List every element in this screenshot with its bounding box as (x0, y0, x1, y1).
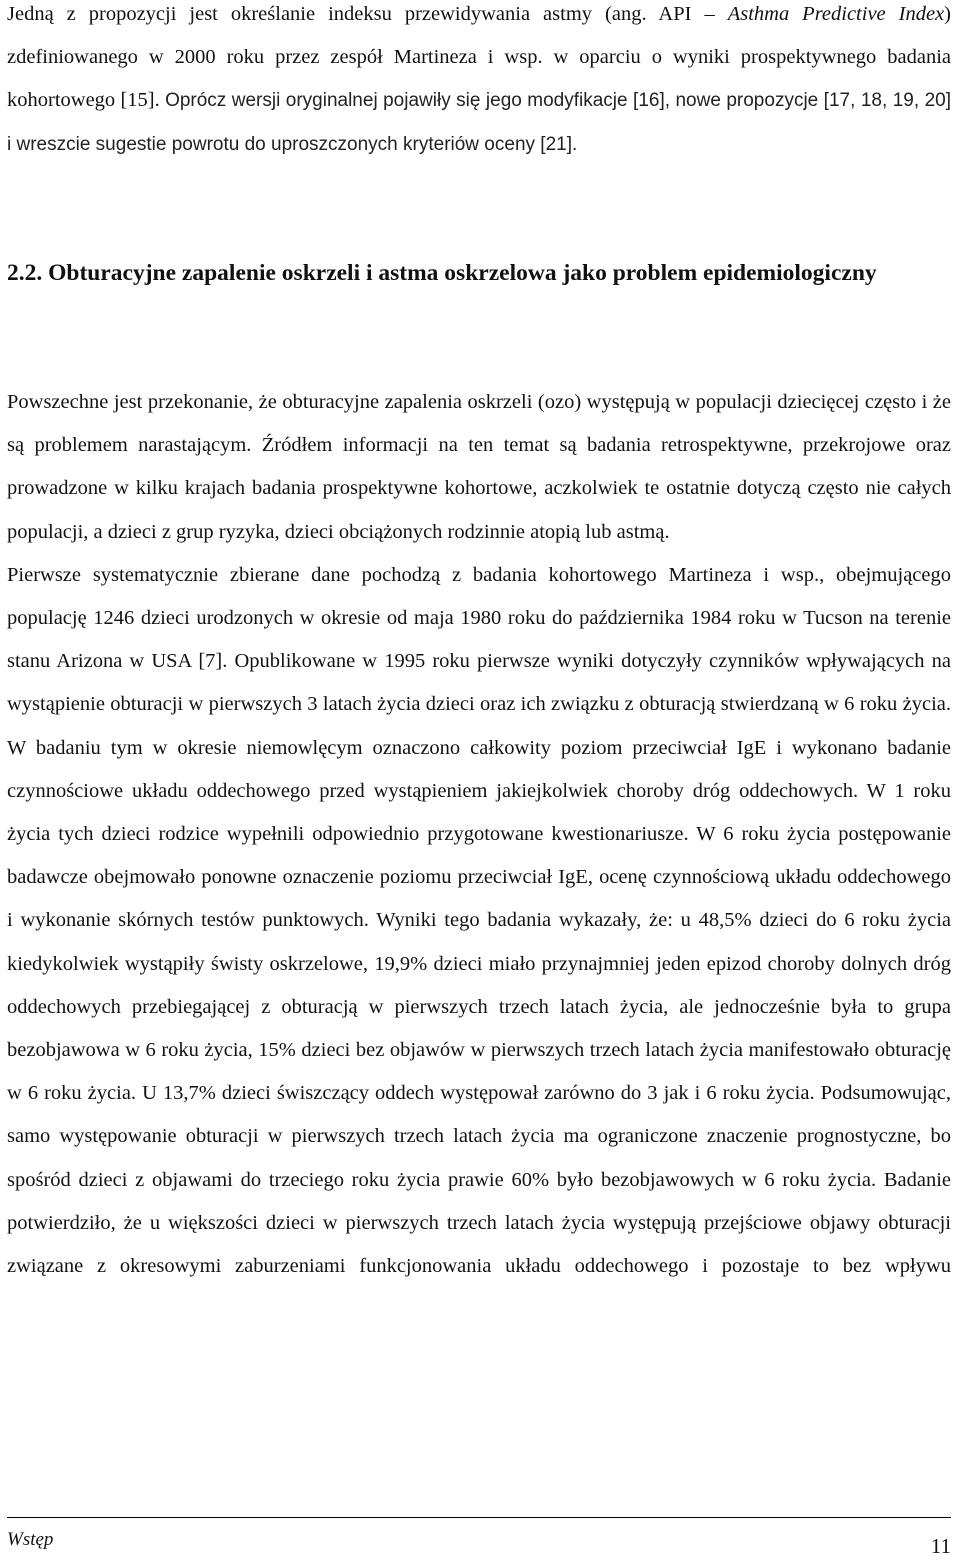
section-heading: 2.2. Obturacyjne zapalenie oskrzeli i astma oskrzelowa jako problem epidemiologiczny (7, 260, 877, 286)
intro-paragraph (7, 0, 951, 166)
document-page (7, 0, 951, 1560)
body-text (7, 381, 951, 1288)
footer-section-name: Wstęp (7, 1529, 54, 1550)
intro-text-end: ) zdefiniowanego w 2000 roku przez zespół Martineza i wsp. w oparciu o wyniki prospektywnego badania kohortowego [15]. (7, 3, 951, 112)
footer-page-number: 11 (930, 1534, 951, 1558)
intro-sans-text: Oprócz wersji oryginalnej pojawiły się jego modyfikacje [16], nowe propozycje [17, 18, 19, 20] i wreszcie sugestie powrotu do uproszczonych kryteriów oceny [21]. (7, 90, 951, 155)
body-paragraph-1: Powszechne jest przekonanie, że obturacyjne zapalenia oskrzeli (ozo) występują w populacji dziecięcej często i że są problemem narastającym. Źródłem informacji na ten temat są badania retrospektywne, przekrojowe oraz prowadzone w kilku krajach badania prospektywne kohortowe, aczkolwiek te ostatnie dotyczą często nie całych populacji, a dzieci z grup ryzyka, dzieci obciążonych rodzinnie atopią lub astmą. (7, 391, 951, 543)
intro-text-start: Jedną z propozycji jest określanie indeksu przewidywania astmy (ang. API – (7, 3, 728, 25)
footer-divider (7, 1517, 951, 1518)
intro-italic-term: Asthma Predictive Index (727, 3, 945, 25)
body-paragraph-2: Pierwsze systematycznie zbierane dane pochodzą z badania kohortowego Martineza i wsp., obejmującego populację 1246 dzieci urodzonych w okresie od maja 1980 roku do października 1984 roku w Tucson na terenie stanu Arizona w USA [7]. Opublikowane w 1995 roku pierwsze wyniki dotyczyły czynników wpływających na wystąpienie obturacji w pierwszych 3 latach życia dzieci oraz ich związku z obturacją stwierdzaną w 6 roku życia. W badaniu tym w okresie niemowlęcym oznaczono całkowity poziom przeciwciał IgE i wykonano badanie czynnościowe układu oddechowego przed wystąpieniem jakiejkolwiek choroby dróg oddechowych. W 1 roku życia tych dzieci rodzice wypełnili odpowiednio przygotowane kwestionariusze. W 6 roku życia postępowanie badawcze obejmowało ponowne oznaczenie poziomu przeciwciał IgE, ocenę czynnościową układu oddechowego i wykonanie skórnych testów punktowych. Wyniki tego badania wykazały, że: u 48,5% dzieci do 6 roku życia kiedykolwiek wystąpiły świsty oskrzelowe, 19,9% dzieci miało przynajmniej jeden epizod choroby dolnych dróg oddechowych przebiegającej z obturacją w pierwszych trzech latach życia, ale jednocześnie była to grupa bezobjawowa w 6 roku życia, 15% dzieci bez objawów w pierwszych trzech latach życia manifestowało obturację w 6 roku życia. U 13,7% dzieci świszczący oddech występował zarówno do 3 jak i 6 roku życia. Podsumowując, samo występowanie obturacji w pierwszych trzech latach życia ma ograniczone znaczenie prognostyczne, bo spośród dzieci z objawami do trzeciego roku życia prawie 60% było bezobjawowych w 6 roku życia. Badanie potwierdziło, że u większości dzieci w pierwszych trzech latach życia występują przejściowe objawy obturacji związane z okresowymi zaburzeniami funkcjonowania układu oddechowego i pozostaje to bez wpływu (7, 563, 951, 1278)
